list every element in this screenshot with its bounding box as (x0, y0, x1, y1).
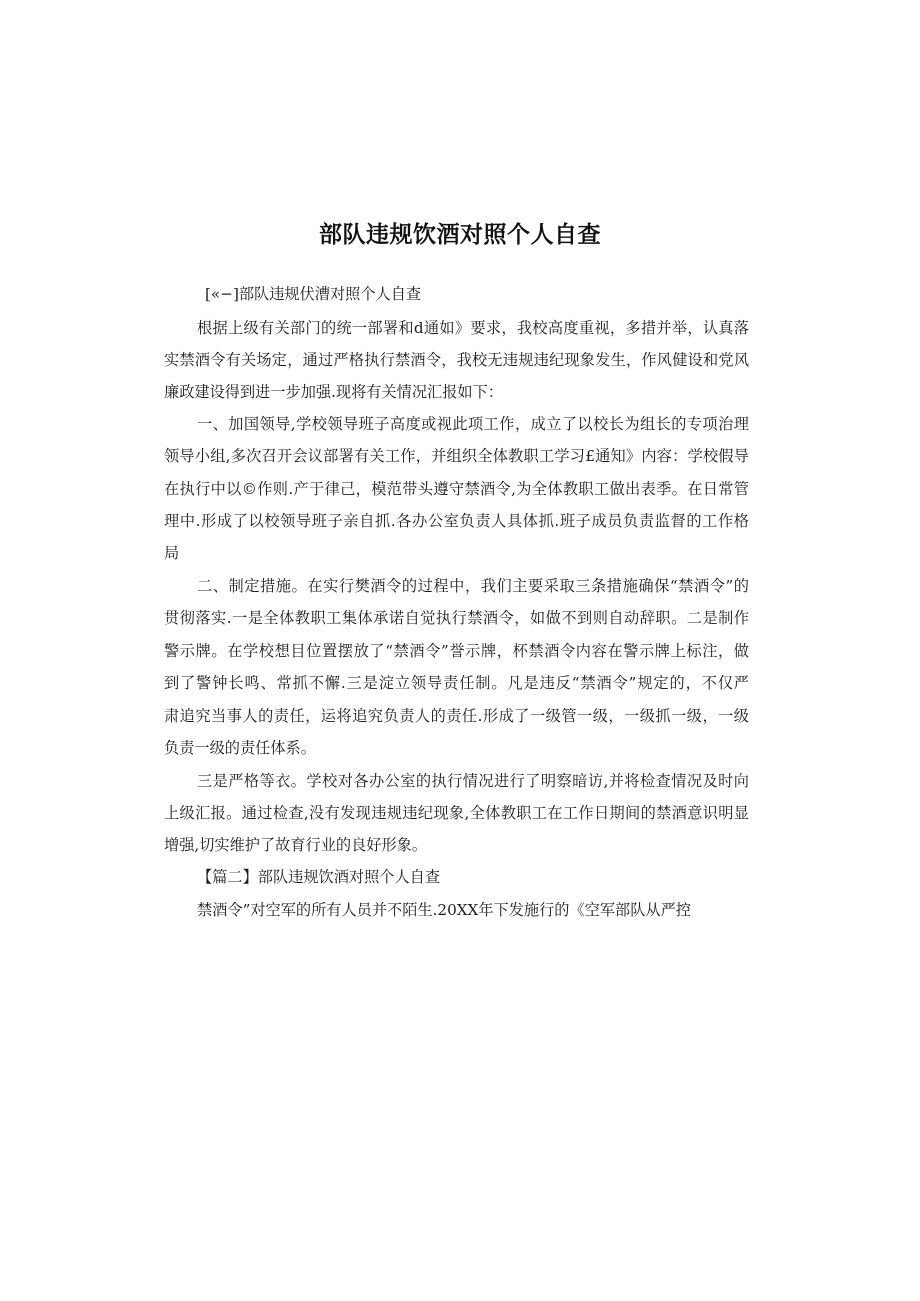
paragraph-line: 局 (164, 544, 180, 562)
paragraph-line: 增强,切实维护了故育行业的良好形象。 (164, 836, 428, 854)
paragraph-line: 廉政建设得到进一步加强.现将有关情况汇报如下： (164, 383, 503, 401)
paragraph-line: 警示牌。在学校想目位置摆放了“禁酒令”誉示牌，杯禁酒令内容在警示牌上标注，做 (164, 642, 749, 660)
paragraph-line: 贯彻落实.一是全体教职工集体承诺自觉执行禁酒令，如做不到则自动辞职。二是制作 (164, 609, 749, 627)
paragraph-line: 到了警钟长鸣、常抓不懈.三是淀立领导责任制。凡是违反“禁酒令”规定的，不仅严 (164, 674, 749, 692)
paragraph-line: 负责一级的责任体系。 (164, 739, 316, 757)
paragraph-line: 二、制定措施。在实行樊酒令的过程中，我们主要采取三条措施确保“禁酒令”的 (197, 577, 749, 595)
paragraph-line: 领导小组,多次召开会议部署有关工作，并组织全体教职工学习£通知》内容：学校假导 (164, 447, 749, 465)
paragraph-line: 根据上级有关部门的统一部署和d通如》要求，我校高度重视，多措并举，认真落 (197, 319, 749, 337)
section-heading-2: 【篇二】部队违规饮酒对照个人自查 (197, 868, 440, 886)
paragraph-line: 在执行中以©作则.产于律己，模范带头遵守禁酒令,为全体教职工做出表季。在日常管 (164, 480, 749, 498)
paragraph-line: 禁酒令”对空军的所有人员并不陌生.20XX年下发施行的《空军部队从严控 (197, 901, 691, 919)
section-heading-1: [«−]部队违规伏漕对照个人自查 (205, 285, 422, 303)
document-title: 部队违规饮酒对照个人自查 (319, 222, 601, 248)
paragraph-line: 上级汇报。通过检查,没有发现违规违纪现象,全体教职工在工作日期间的禁酒意识明显 (164, 804, 749, 822)
paragraph-line: 肃追究当事人的责任，运将追究负责人的责任.形成了一级管一级，一级抓一级，一级 (164, 707, 749, 725)
paragraph-line: 实禁酒令有关场定，通过严格执行禁酒令，我校无违规违纪现象发生，作风健设和党风 (164, 351, 749, 369)
paragraph-line: 一、加国领导,学校领导班子高度或视此项工作，成立了以校长为组长的专项治理 (197, 415, 749, 433)
paragraph-line: 三是严格等衣。学校对各办公室的执行情况进行了明察暗访,并将检查情况及时向 (197, 772, 749, 790)
paragraph-line: 理中.形成了以校领导班子亲自抓.各办公室负责人具体抓.班子成员负责监督的工作格 (164, 512, 749, 530)
